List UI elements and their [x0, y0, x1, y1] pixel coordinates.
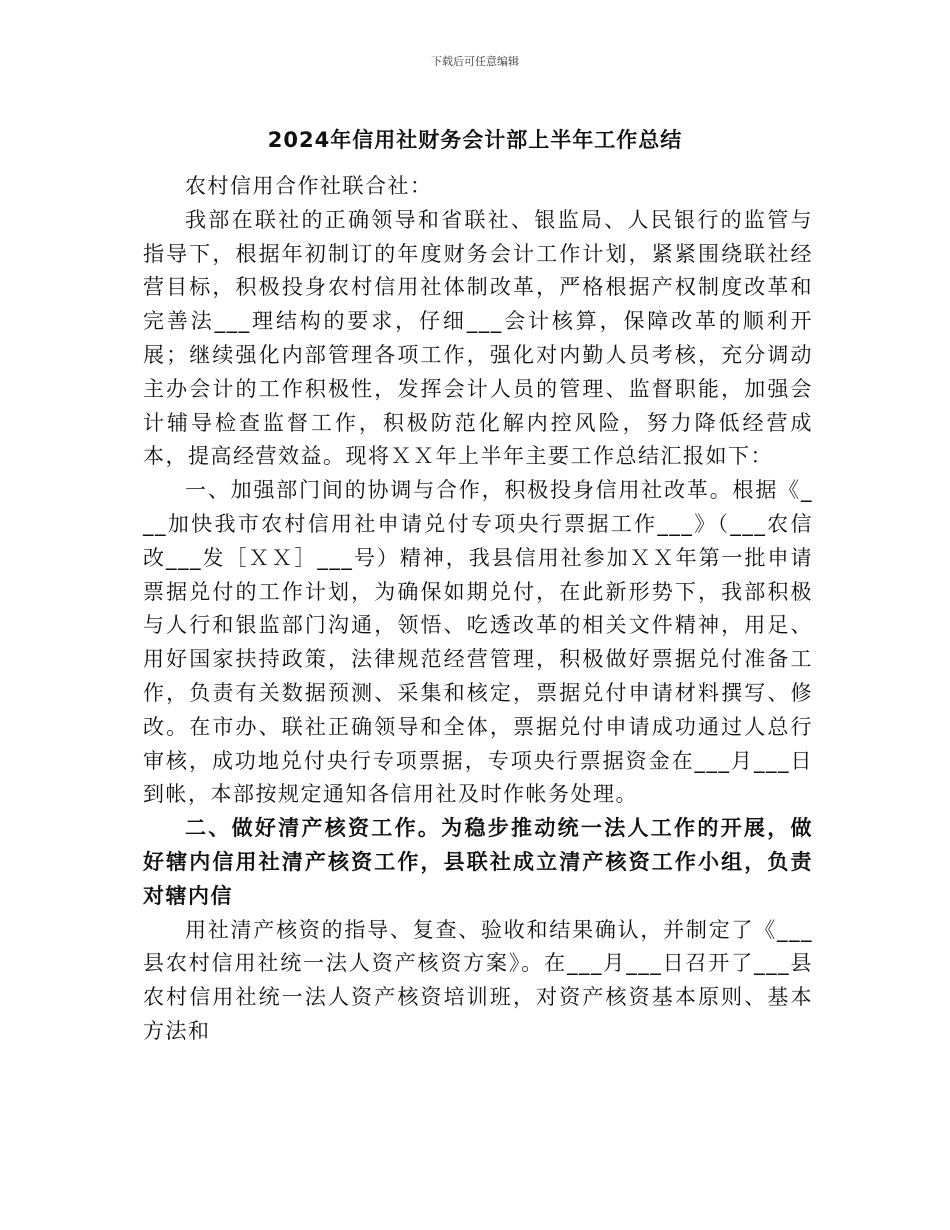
document-title: 2024年信用社财务会计部上半年工作总结 — [267, 128, 683, 152]
header-note: 下载后可任意编辑 — [431, 55, 519, 68]
paragraph-section-2-body: 用社清产核资的指导、复查、验收和结果确认，并制定了《___县农村信用社统一法人资产核资方案》。在___月___日召开了___县农村信用社统一法人资产核资培训班，对资产核资基本原则、基本方法和 — [143, 917, 813, 1043]
paragraph-section-2-heading: 二、做好清产核资工作。为稳步推动统一法人工作的开展，做好辖内信用社清产核资工作，县联社成立清产核资工作小组，负责对辖内信 — [143, 816, 813, 908]
paragraph-section-1: 一、加强部门间的协调与合作，积极投身信用社改革。根据《___加快我市农村信用社申请兑付专项央行票据工作___》（___农信改___发［ＸＸ］___号）精神，我县信用社参加ＸＸ年第一批申请票据兑付的工作计划，为确保如期兑付，在此新形势下，我部积极与人行和银监部门沟通，领悟、吃透改革的相关文件精神，用足、用好国家扶持政策，法律规范经营管理，积极做好票据兑付准备工作，负责有关数据预测、采集和核定，票据兑付申请材料撰写、修改。在市办、联社正确领导和全体，票据兑付申请成功通过人总行审核，成功地兑付央行专项票据，专项央行票据资金在___月___日到帐，本部按规定通知各信用社及时作帐务处理。 — [143, 478, 813, 807]
salutation: 农村信用合作社联合社： — [185, 174, 433, 198]
paragraph-intro: 我部在联社的正确领导和省联社、银监局、人民银行的监管与指导下，根据年初制订的年度财务会计工作计划，紧紧围绕联社经营目标，积极投身农村信用社体制改革，严格根据产权制度改革和完善法___理结构的要求，仔细___会计核算，保障改革的顺利开展；继续强化内部管理各项工作，强化对内勤人员考核，充分调动主办会计的工作积极性，发挥会计人员的管理、监督职能，加强会计辅导检查监督工作，积极防范化解内控风险，努力降低经营成本，提高经营效益。现将ＸＸ年上半年主要工作总结汇报如下： — [143, 207, 813, 469]
document-body — [143, 170, 813, 1049]
